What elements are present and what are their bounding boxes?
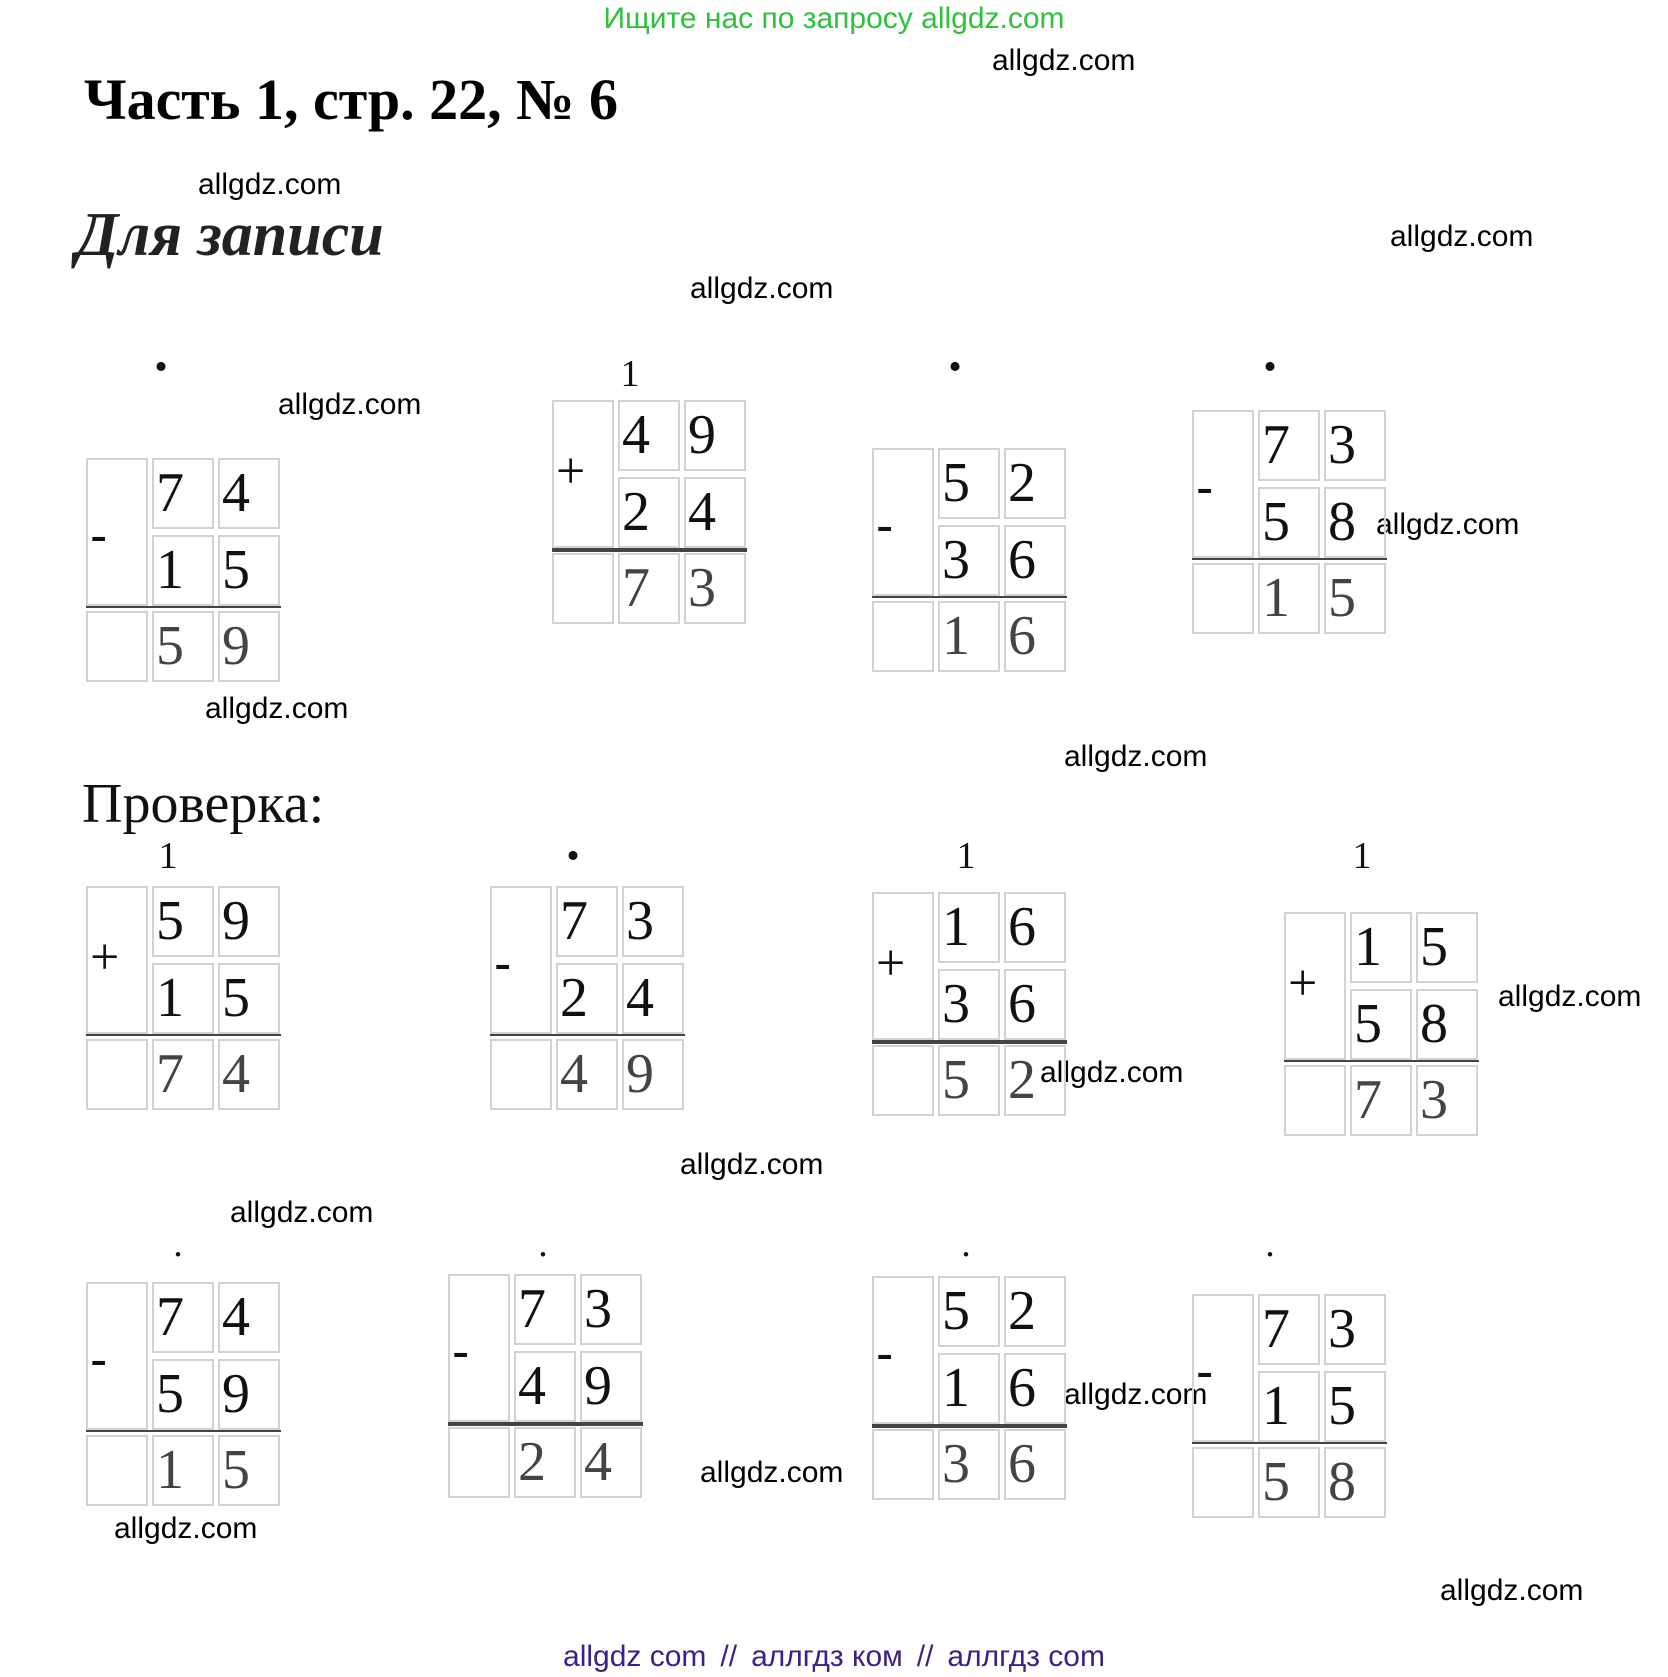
result-digit: 3 — [942, 1433, 970, 1495]
operand-digit: 1 — [156, 539, 184, 601]
operand-digit: 5 — [222, 539, 250, 601]
operand-digit: 6 — [1008, 896, 1036, 958]
operand-digit: 5 — [1262, 491, 1290, 553]
result-digit: 3 — [1420, 1069, 1448, 1131]
operand-digit: 5 — [156, 890, 184, 952]
operand-digit: 7 — [1262, 1298, 1290, 1360]
operand-digit: 7 — [156, 1286, 184, 1348]
watermark: allgdz.com — [690, 272, 834, 305]
operand-digit: 4 — [222, 462, 250, 524]
result-line — [448, 1422, 643, 1426]
result-digit: 7 — [622, 557, 650, 619]
plus-sign: + — [556, 443, 586, 500]
operand-digit: 9 — [222, 1363, 250, 1425]
result-digit: 1 — [156, 1439, 184, 1501]
minus-sign: - — [494, 935, 512, 993]
carry-mark: . — [961, 1223, 971, 1265]
watermark: allgdz.com — [1040, 1056, 1184, 1089]
result-line — [552, 548, 747, 552]
minus-sign: - — [876, 1325, 894, 1383]
grid-cell — [552, 553, 614, 624]
plus-sign: + — [876, 935, 906, 992]
result-digit: 5 — [222, 1439, 250, 1501]
grid-cell — [1284, 1065, 1346, 1136]
plus-sign: + — [1288, 955, 1318, 1012]
operand-digit: 5 — [222, 967, 250, 1029]
carry-mark: • — [154, 346, 168, 388]
watermark: allgdz.com — [205, 692, 349, 725]
result-digit: 7 — [1354, 1069, 1382, 1131]
operand-digit: 3 — [942, 973, 970, 1035]
plus-sign: + — [90, 929, 120, 986]
result-digit: 1 — [942, 605, 970, 667]
footer-separator: // — [916, 1640, 934, 1673]
result-digit: 5 — [1328, 567, 1356, 629]
grid-cell — [86, 611, 148, 682]
grid-cell — [872, 1045, 934, 1116]
operand-digit: 3 — [1328, 414, 1356, 476]
result-digit: 4 — [560, 1043, 588, 1105]
result-digit: 8 — [1328, 1451, 1356, 1513]
watermark: allgdz.com — [992, 44, 1136, 77]
footer-link[interactable]: аллгдз com — [947, 1640, 1105, 1673]
minus-sign: - — [90, 507, 108, 565]
watermark: allgdz.com — [1498, 980, 1642, 1013]
operand-digit: 2 — [1008, 1280, 1036, 1342]
column-addition-block — [552, 400, 747, 624]
page-title: Часть 1, стр. 22, № 6 — [84, 67, 618, 132]
operand-digit: 5 — [1420, 916, 1448, 978]
result-line — [86, 606, 281, 608]
watermark: allgdz.com — [114, 1512, 258, 1545]
column-subtraction-block — [448, 1274, 643, 1498]
watermark: allgdz.com — [1440, 1574, 1584, 1607]
column-addition-block — [872, 892, 1067, 1116]
result-line — [1192, 1442, 1387, 1444]
operand-digit: 8 — [1420, 993, 1448, 1055]
carry-mark: 1 — [620, 353, 640, 395]
operand-digit: 7 — [560, 890, 588, 952]
operand-digit: 3 — [942, 529, 970, 591]
operand-digit: 3 — [626, 890, 654, 952]
footer-link[interactable]: allgdz com — [563, 1640, 707, 1673]
operand-digit: 5 — [1328, 1375, 1356, 1437]
operand-digit: 4 — [688, 481, 716, 543]
minus-sign: - — [1196, 459, 1214, 517]
result-digit: 5 — [1262, 1451, 1290, 1513]
carry-mark: . — [1265, 1223, 1275, 1265]
carry-mark: 1 — [1352, 835, 1372, 877]
operand-digit: 9 — [688, 404, 716, 466]
result-digit: 6 — [1008, 1433, 1036, 1495]
operand-digit: 1 — [1262, 1375, 1290, 1437]
watermark: allgdz.com — [1064, 1378, 1208, 1411]
operand-digit: 4 — [622, 404, 650, 466]
result-line — [872, 1040, 1067, 1044]
minus-sign: - — [1196, 1343, 1214, 1401]
result-digit: 5 — [156, 615, 184, 677]
operand-digit: 3 — [584, 1278, 612, 1340]
result-line — [490, 1034, 685, 1036]
search-banner[interactable]: Ищите нас по запросу allgdz.com — [603, 2, 1065, 35]
result-digit: 9 — [626, 1043, 654, 1105]
column-subtraction-block — [872, 448, 1067, 672]
footer-link[interactable]: аллгдз ком — [751, 1640, 903, 1673]
footer-links — [0, 1640, 1668, 1674]
column-addition-block — [1284, 912, 1479, 1136]
operand-digit: 8 — [1328, 491, 1356, 553]
operand-digit: 7 — [518, 1278, 546, 1340]
watermark: allgdz.com — [1376, 508, 1520, 541]
operand-digit: 6 — [1008, 973, 1036, 1035]
operand-digit: 3 — [1328, 1298, 1356, 1360]
grid-cell — [872, 1429, 934, 1500]
carry-mark: • — [1263, 346, 1277, 388]
result-digit: 1 — [1262, 567, 1290, 629]
watermark: allgdz.com — [278, 388, 422, 421]
operand-digit: 5 — [1354, 993, 1382, 1055]
operand-digit: 5 — [942, 1280, 970, 1342]
result-line — [86, 1034, 281, 1036]
result-line — [86, 1430, 281, 1432]
column-subtraction-block — [1192, 410, 1387, 634]
result-digit: 4 — [584, 1431, 612, 1493]
operand-digit: 5 — [156, 1363, 184, 1425]
grid-cell — [1192, 563, 1254, 634]
grid-cell — [448, 1427, 510, 1498]
minus-sign: - — [876, 497, 894, 555]
watermark: allgdz.com — [230, 1196, 374, 1229]
section-heading-notes: Для записи — [76, 201, 384, 269]
operand-digit: 4 — [222, 1286, 250, 1348]
carry-mark: . — [538, 1223, 548, 1265]
operand-digit: 4 — [518, 1355, 546, 1417]
watermark: allgdz.com — [1064, 740, 1208, 773]
result-line — [1192, 558, 1387, 560]
operand-digit: 6 — [1008, 529, 1036, 591]
column-subtraction-block — [1192, 1294, 1387, 1518]
operand-digit: 1 — [156, 967, 184, 1029]
carry-mark: • — [948, 346, 962, 388]
watermark: allgdz.com — [198, 168, 342, 201]
operand-digit: 7 — [156, 462, 184, 524]
column-subtraction-block — [872, 1276, 1067, 1500]
carry-mark: 1 — [956, 835, 976, 877]
column-addition-block — [86, 886, 281, 1110]
operand-digit: 1 — [942, 1357, 970, 1419]
operand-digit: 4 — [626, 967, 654, 1029]
result-digit: 4 — [222, 1043, 250, 1105]
watermark: allgdz.com — [700, 1456, 844, 1489]
carry-mark: . — [173, 1223, 183, 1265]
operand-digit: 2 — [622, 481, 650, 543]
column-subtraction-block — [86, 458, 281, 682]
result-digit: 6 — [1008, 605, 1036, 667]
column-subtraction-block — [490, 886, 685, 1110]
result-digit: 2 — [1008, 1049, 1036, 1111]
operand-digit: 9 — [222, 890, 250, 952]
minus-sign: - — [452, 1323, 470, 1381]
result-digit: 3 — [688, 557, 716, 619]
operand-digit: 6 — [1008, 1357, 1036, 1419]
result-digit: 5 — [942, 1049, 970, 1111]
operand-digit: 7 — [1262, 414, 1290, 476]
operand-digit: 2 — [1008, 452, 1036, 514]
operand-digit: 1 — [1354, 916, 1382, 978]
operand-digit: 1 — [942, 896, 970, 958]
result-digit: 2 — [518, 1431, 546, 1493]
watermark: allgdz.com — [1390, 220, 1534, 253]
grid-cell — [490, 1039, 552, 1110]
grid-cell — [872, 601, 934, 672]
column-subtraction-block — [86, 1282, 281, 1506]
carry-mark: 1 — [158, 835, 178, 877]
section-heading-check: Проверка: — [82, 773, 325, 835]
carry-mark: • — [566, 835, 580, 877]
operand-digit: 2 — [560, 967, 588, 1029]
result-line — [872, 596, 1067, 598]
grid-cell — [1192, 1447, 1254, 1518]
result-digit: 9 — [222, 615, 250, 677]
watermark: allgdz.com — [680, 1148, 824, 1181]
result-line — [1284, 1060, 1479, 1062]
operand-digit: 9 — [584, 1355, 612, 1417]
grid-cell — [86, 1039, 148, 1110]
operand-digit: 5 — [942, 452, 970, 514]
footer-separator: // — [720, 1640, 738, 1673]
result-line — [872, 1424, 1067, 1428]
minus-sign: - — [90, 1331, 108, 1389]
result-digit: 7 — [156, 1043, 184, 1105]
grid-cell — [86, 1435, 148, 1506]
